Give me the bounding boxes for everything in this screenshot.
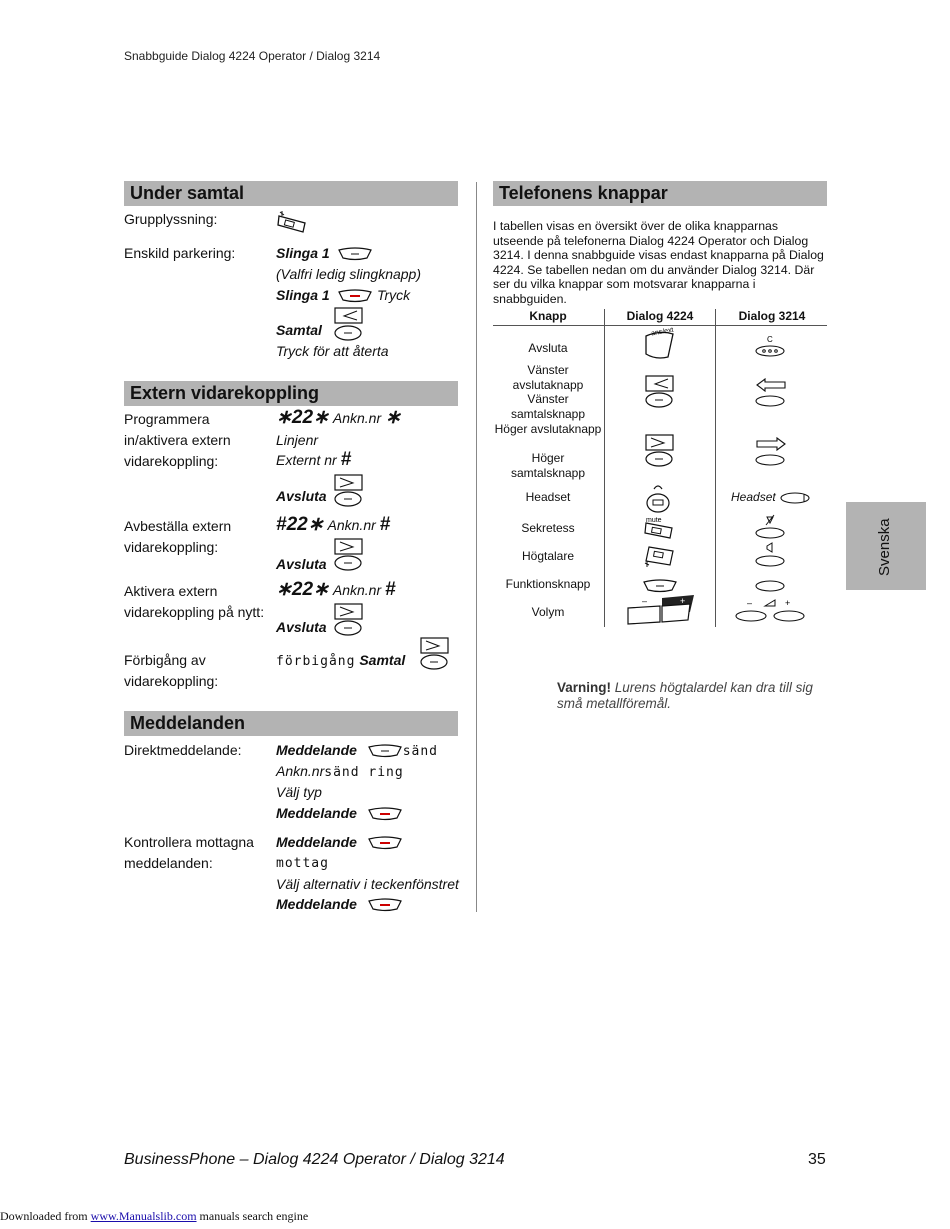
- download-notice: Downloaded from www.Manualslib.com manuals search engine: [0, 1209, 309, 1223]
- right-arrow-key-icon: [755, 437, 787, 467]
- col-header-dialog4224: Dialog 4224: [626, 309, 694, 323]
- section-heading-telefonens-knappar: Telefonens knappar: [493, 181, 827, 206]
- avb-avsluta: Avsluta: [276, 556, 327, 572]
- line-key-red-icon: [338, 289, 372, 303]
- left-end-key-icon: [645, 375, 675, 409]
- right-end-key-icon: [645, 434, 675, 468]
- col-header-knapp: Knapp: [529, 309, 567, 323]
- function-key-red-icon: [368, 898, 402, 912]
- function-key-icon: [368, 744, 402, 758]
- privacy-3214-key-icon: [755, 514, 787, 540]
- forb-line1: förbigång Samtal: [276, 652, 406, 669]
- grupplyssning-label: Grupplyssning:: [124, 211, 218, 227]
- direkt-line2: Ankn.nrsänd ring: [276, 763, 404, 780]
- volume-3214-keys-icon: [735, 598, 807, 624]
- function-key-red-icon: [368, 807, 402, 821]
- headset-key-icon: [645, 484, 671, 514]
- kontroll-line2: mottag: [276, 856, 329, 871]
- kontroll-line3: Välj alternativ i teckenfönstret: [276, 876, 459, 892]
- row-label-funktion: Funktionsknapp: [505, 577, 591, 591]
- intro-paragraph: I tabellen visas en översikt över de olika knapparnas utseende på telefonerna Dialog 4224 Operator och Dialog 3214. I denna snabbguide visas endast knapparna på Dialog 4224. Se tabellen nedan om du använder Dialog 3214. Där ser du vilka knappar som motsvarar knapparna i snabbguiden.: [493, 219, 824, 306]
- clear-key-icon: [755, 334, 787, 358]
- prog-line1: ∗22∗ Ankn.nr ∗: [276, 407, 401, 428]
- prog-linjenr: Linjenr: [276, 432, 319, 448]
- avb-line1: #22∗ Ankn.nr #: [276, 514, 391, 535]
- section-heading-extern: Extern vidarekoppling: [124, 381, 458, 406]
- line-key-icon: [338, 247, 372, 261]
- right-call-key-icon: [334, 538, 364, 572]
- row-label-sekretess: Sekretess: [521, 521, 575, 535]
- vol3214-minus-text: –: [747, 598, 753, 608]
- direktmeddelande-label: Direktmeddelande:: [124, 742, 242, 758]
- page-header: Snabbguide Dialog 4224 Operator / Dialog 3214: [124, 49, 381, 63]
- park-line5: Tryck för att återta: [276, 343, 389, 359]
- programmera-label: Programmera in/aktivera extern vidarekoppling:: [124, 411, 231, 469]
- kontrollera-label: Kontrollera mottagna meddelanden:: [124, 834, 254, 871]
- loudspeaker-key-icon: [643, 543, 675, 569]
- forbigang-label: Förbigång av vidarekoppling:: [124, 652, 219, 689]
- park-line2: (Valfri ledig slingknapp): [276, 266, 421, 282]
- row-label-hoger-avsluta: Höger avslutaknapp: [494, 422, 602, 436]
- vol3214-plus-text: +: [785, 598, 791, 608]
- section-heading-under-samtal: Under samtal: [124, 181, 458, 206]
- row-label-vanster-samtal: Vänster samtalsknapp: [510, 392, 586, 421]
- enskild-parkering-label: Enskild parkering:: [124, 245, 236, 261]
- end-key-icon: [642, 326, 678, 362]
- headset-3214-label: Headset: [731, 490, 776, 504]
- park-line3: Slinga 1: [276, 287, 330, 303]
- direkt-line3: Välj typ: [276, 784, 322, 800]
- language-tab: [846, 502, 926, 590]
- row-label-avsluta: Avsluta: [528, 341, 568, 355]
- akt-line1: ∗22∗ Ankn.nr #: [276, 579, 396, 600]
- ans-ext-text: ans/ext: [650, 326, 675, 338]
- function-key-icon: [643, 579, 677, 593]
- language-tab-label: Svenska: [876, 518, 893, 576]
- volume-plus-text: +: [680, 596, 686, 606]
- park-line1: Slinga 1: [276, 245, 330, 261]
- table-col-divider: [604, 309, 605, 627]
- row-label-volym: Volym: [531, 605, 565, 619]
- mute-key-icon: [643, 514, 675, 540]
- aktivera-label: Aktivera extern vidarekoppling på nytt:: [124, 583, 265, 620]
- volume-minus-text: –: [642, 596, 648, 606]
- headset-3214-key-icon: [780, 492, 812, 504]
- footer-title: BusinessPhone – Dialog 4224 Operator / Dialog 3214: [124, 1151, 505, 1168]
- volume-keys-icon: [626, 594, 696, 626]
- table-col-divider: [715, 309, 716, 627]
- manualslib-link[interactable]: www.Manualslib.com: [90, 1209, 197, 1223]
- loudspeaker-key-icon: [276, 209, 308, 233]
- row-label-vanster-avsluta: Vänster avslutaknapp: [512, 363, 584, 392]
- call-key-icon: [334, 307, 364, 341]
- direkt-line1: Meddelande sänd: [276, 742, 438, 759]
- prog-externt: Externt nr #: [276, 449, 352, 470]
- right-call-key-icon: [334, 474, 364, 508]
- right-call-key-icon: [420, 637, 450, 671]
- col-header-dialog3214: Dialog 3214: [738, 309, 806, 323]
- park-tryck: Tryck: [377, 287, 411, 303]
- section-heading-meddelanden: Meddelanden: [124, 711, 458, 736]
- page-number: 35: [808, 1151, 826, 1168]
- row-label-headset: Headset: [525, 490, 571, 504]
- function-3214-key-icon: [755, 580, 787, 592]
- clear-c-text: C: [767, 335, 773, 344]
- kontroll-line1: Meddelande: [276, 834, 357, 850]
- avbestalla-label: Avbeställa extern vidarekoppling:: [124, 518, 232, 555]
- loudspeaker-3214-key-icon: [755, 542, 787, 568]
- column-divider: [476, 182, 477, 912]
- kontroll-line4: Meddelande: [276, 896, 357, 912]
- prog-avsluta: Avsluta: [276, 488, 327, 504]
- row-label-hogtalare: Högtalare: [521, 549, 575, 563]
- warning-note: Varning! Lurens högtalardel kan dra till sig små metallföremål.: [557, 680, 813, 711]
- left-arrow-key-icon: [755, 378, 787, 408]
- mute-text: mute: [646, 517, 662, 524]
- park-samtal: Samtal: [276, 322, 322, 338]
- right-call-key-icon: [334, 603, 364, 637]
- function-key-red-icon: [368, 836, 402, 850]
- direkt-line4: Meddelande: [276, 805, 357, 821]
- akt-avsluta: Avsluta: [276, 619, 327, 635]
- row-label-hoger-samtal: Höger samtalsknapp: [510, 451, 586, 480]
